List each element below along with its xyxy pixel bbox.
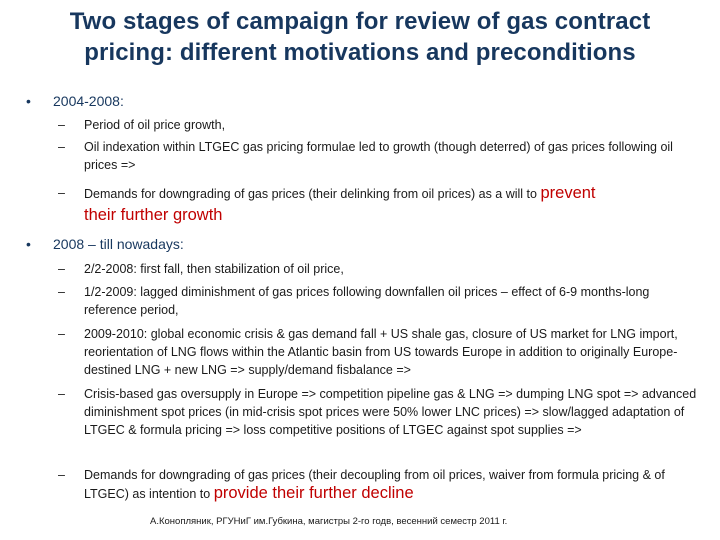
bullet-icon: • [26, 93, 31, 109]
slide-title [16, 6, 704, 68]
dash-icon: – [58, 140, 65, 154]
stage1-emphasis: prevent [540, 184, 596, 202]
dash-icon: – [58, 285, 65, 299]
stage1-heading: 2004-2008: [53, 93, 124, 109]
slide: Two stages of campaign for review of gas contract pricing: different motivations and preconditions • 2004-2008: – Period of oil price growth, – Oil indexation within LTGEC gas pricing formulae led to growth (though deterred) of gas prices following oil prices => – Demands for downgrading of gas prices (their delinking from oil prices) as a will to prevent their further growth • 2008 – till nowadays: – 2/2-2008: first fall, then stabilization of oil price, – 1/2-2009: lagged diminishment of gas prices following downfallen oil prices – effect of 6-9 months-long reference period, – 2009-2010: global economic crisis & gas demand fall + US shale gas, closure of US market for LNG import, reorientation of LNG flows within the Atlantic basin from US towards Europe in addition to originally Europe-destined LNG + new LNG => supply/demand fisbalance => – Crisis-based gas oversupply in Europe => competition pipeline gas & LNG => dumping LNG spot => advanced diminishment spot prices (in mid-crisis spot prices were 50% lower LNC prices) => slow/lagged adaptation of LTGEC & formula pricing => loss competitive positions of LTGEC against spot supplies => – Demands for downgrading of gas prices (their decoupling from oil prices, waiver from formula pricing & of LTGEC) as intention to provide their further decline А.Конопляник, РГУНиГ им.Губкина, магистры 2-го годв, весенний семестр 2011 г. [0, 0, 720, 540]
dash-icon: – [58, 468, 65, 482]
dash-icon: – [58, 387, 65, 401]
footer-credit: А.Конопляник, РГУНиГ им.Губкина, магистры 2-го годв, весенний семестр 2011 г. [150, 516, 508, 527]
stage2-heading: 2008 – till nowadays: [53, 236, 184, 252]
title-line-1: Two stages of campaign for review of gas contract [69, 8, 651, 35]
dash-icon: – [58, 262, 65, 276]
title-line-2: pricing: different motivations and preconditions [84, 39, 636, 66]
dash-icon: – [58, 118, 65, 132]
dash-icon: – [58, 327, 65, 341]
bullet-icon: • [26, 236, 31, 252]
stage1-emphasis-cont: their further growth [84, 206, 223, 224]
stage2-emphasis: provide their further decline [213, 484, 414, 502]
dash-icon: – [58, 186, 65, 200]
